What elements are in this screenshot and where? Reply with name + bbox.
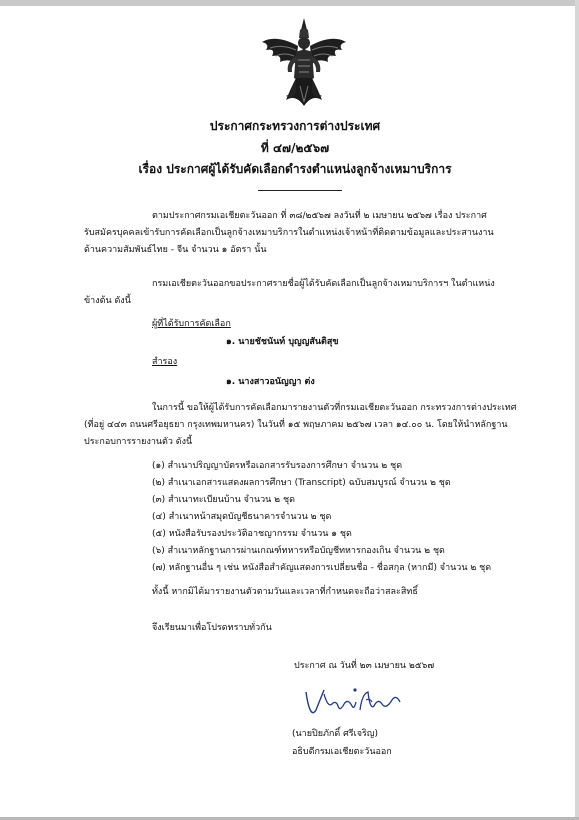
para2-line1: กรมเอเชียตะวันออกขอประกาศรายชื่อผู้ได้รับคัดเลือกเป็นลูกจ้างเหมาบริการฯ ในตำแหน่ง	[152, 279, 495, 289]
para2-line2: ข้างต้น ดังนี้	[84, 296, 131, 306]
closing-line: จึงเรียนมาเพื่อโปรดทราบทั่วกัน	[152, 623, 272, 633]
document-item-3: (๓) สำเนาทะเบียนบ้าน จำนวน ๒ ชุด	[152, 495, 295, 505]
signer-title: อธิบดีกรมเอเชียตะวันออก	[292, 747, 392, 757]
document-title: ประกาศกระทรวงการต่างประเทศ	[209, 119, 381, 133]
header-divider	[258, 190, 342, 191]
para3-line1: ในการนี้ ขอให้ผู้ได้รับการคัดเลือกมารายงานตัวที่กรมเอเชียตะวันออก กระทรวงการต่างประเทศ	[152, 403, 517, 413]
document-number: ที่ ๔๗/๒๕๖๗	[260, 141, 330, 155]
document-subject: เรื่อง ประกาศผู้ได้รับคัดเลือกดำรงตำแหน่งลูกจ้างเหมาบริการ	[138, 162, 452, 176]
document-item-6: (๖) สำเนาหลักฐานการผ่านเกณฑ์ทหารหรือบัญชีทหารกองเกิน จำนวน ๒ ชุด	[152, 546, 445, 556]
document-item-1: (๑) สำเนาปริญญาบัตรหรือเอกสารรับรองการศึกษา จำนวน ๒ ชุด	[152, 461, 403, 471]
announcement-date: ประกาศ ณ วันที่ ๒๓ เมษายน ๒๕๖๗	[294, 661, 435, 671]
document-item-7: (๗) หลักฐานอื่น ๆ เช่น หนังสือสำคัญแสดงการเปลี่ยนชื่อ - ชื่อสกุล (หากมี) จำนวน ๒ ชุด	[152, 563, 492, 573]
para3-line2: (ที่อยู่ ๔๔๓ ถนนศรีอยุธยา กรุงเทพมหานคร) ในวันที่ ๑๕ พฤษภาคม ๒๕๖๗ เวลา ๑๔.๐๐ น. โดยให้นำหลักฐาน	[84, 420, 508, 430]
garuda-emblem-icon	[256, 16, 352, 112]
page-top-edge	[0, 0, 579, 6]
signature-icon	[300, 680, 405, 724]
selected-name: ๑. นายชัชนันท์ บุญญสันติสุข	[226, 337, 339, 347]
para1-line3: ด้านความสัมพันธ์ไทย - จีน จำนวน ๑ อัตรา นั้น	[84, 245, 267, 255]
reserve-heading: สำรอง	[152, 357, 178, 367]
selected-heading: ผู้ที่ได้รับการคัดเลือก	[152, 319, 231, 329]
document-item-5: (๕) หนังสือรับรองประวัติอาชญากรรม จำนวน ๑ ชุด	[152, 529, 352, 539]
reserve-name: ๑. นางสาวอนัญญา ต่ง	[226, 377, 315, 387]
para3-line3: ประกอบการรายงานตัว ดังนี้	[84, 437, 193, 447]
deadline-note: ทั้งนี้ หากมิได้มารายงานตัวตามวันและเวลาที่กำหนดจะถือว่าสละสิทธิ์	[152, 587, 418, 597]
document-item-4: (๔) สำเนาหน้าสมุดบัญชีธนาคารจำนวน ๒ ชุด	[152, 512, 332, 522]
page-right-edge	[575, 0, 579, 820]
para1-line1: ตามประกาศกรมเอเชียตะวันออก ที่ ๓๘/๒๕๖๗ ลงวันที่ ๒ เมษายน ๒๕๖๗ เรื่อง ประกาศ	[152, 211, 487, 221]
para1-line2: รับสมัครบุคคลเข้ารับการคัดเลือกเป็นลูกจ้างเหมาบริการในตำแหน่งเจ้าหน้าที่ติดตามข้อมูลและประสานงาน	[84, 228, 494, 238]
document-item-2: (๒) สำเนาเอกสารแสดงผลการศึกษา (Transcript) ฉบับสมบูรณ์ จำนวน ๒ ชุด	[152, 478, 451, 488]
signer-name: (นายปิยภักดิ์ ศรีเจริญ)	[292, 729, 378, 739]
